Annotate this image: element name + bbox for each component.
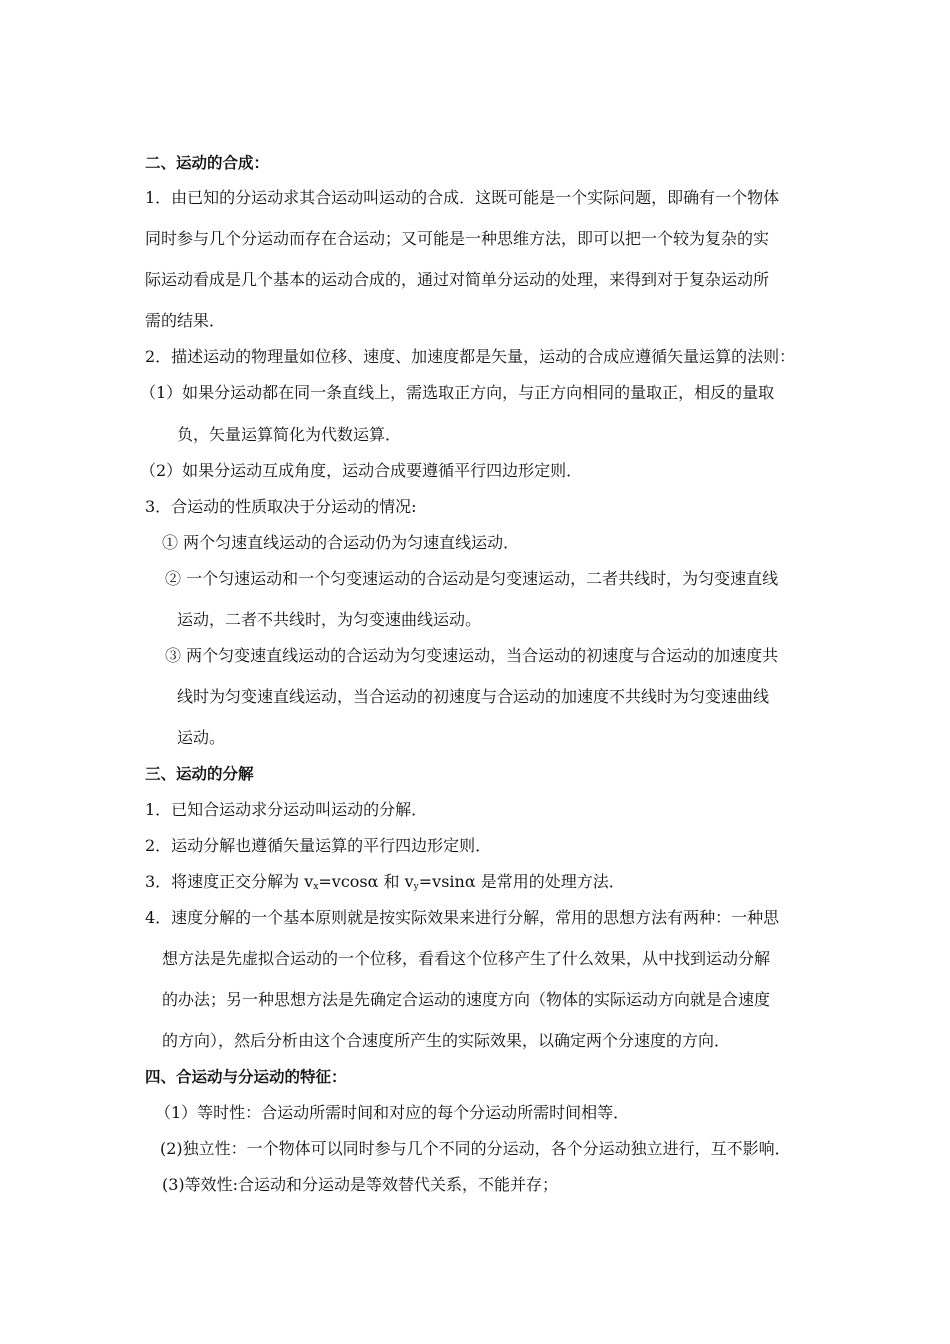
subscript-x: x xyxy=(313,882,319,892)
sec2-case-3-line-1: ③ 两个匀变速直线运动的合运动为匀变速运动，当合运动的初速度与合运动的加速度共 xyxy=(165,646,779,665)
sec3-p4-line-2: 想方法是先虚拟合运动的一个位移，看看这个位移产生了什么效果，从中找到运动分解 xyxy=(162,949,771,968)
subscript-y: y xyxy=(413,882,419,892)
sec2-p1-line-1: 1．由已知的分运动求其合运动叫运动的合成．这既可能是一个实际问题，即确有一个物体 xyxy=(145,188,780,207)
sec3-p2: 2．运动分解也遵循矢量运算的平行四边形定则． xyxy=(145,836,492,855)
sec3-p3-part-b: =vcosα 和 v xyxy=(318,872,414,891)
section-2-heading: 二、运动的合成： xyxy=(145,154,270,172)
sec2-case-2-line-2: 运动，二者不共线时，为匀变速曲线运动。 xyxy=(177,610,482,629)
sec2-case-3-line-2: 线时为匀变速直线运动，当合运动的初速度与合运动的加速度不共线时为匀变速曲线 xyxy=(177,687,770,706)
sec2-p1-line-4: 需的结果． xyxy=(145,311,226,330)
sec3-p4-line-4: 的方向），然后分析由这个合速度所产生的实际效果，以确定两个分速度的方向． xyxy=(162,1031,731,1050)
sec3-p4-line-1: 4．速度分解的一个基本原则就是按实际效果来进行分解，常用的思想方法有两种：一种思 xyxy=(145,908,780,927)
sec3-p3-part-c: =vsinα 是常用的处理方法． xyxy=(418,872,625,891)
sec3-p3-part-a: 3．将速度正交分解为 v xyxy=(145,872,314,891)
sec2-p3: 3．合运动的性质取决于分运动的情况: xyxy=(145,497,417,516)
sec4-feature-2: (2)独立性：一个物体可以同时参与几个不同的分运动，各个分运动独立进行，互不影响． xyxy=(160,1139,791,1158)
sec2-case-3-line-3: 运动。 xyxy=(177,728,226,747)
sec4-feature-1: （1）等时性：合运动所需时间和对应的每个分运动所需时间相等． xyxy=(155,1103,630,1122)
sec2-p1-line-3: 际运动看成是几个基本的运动合成的，通过对简单分运动的处理，来得到对于复杂运动所 xyxy=(145,270,770,289)
section-4-heading: 四、合运动与分运动的特征： xyxy=(145,1068,347,1086)
section-3-heading: 三、运动的分解 xyxy=(145,765,254,783)
sec2-s2: （2）如果分运动互成角度，运动合成要遵循平行四边形定则． xyxy=(140,461,583,480)
sec3-p1: 1．已知合运动求分运动叫运动的分解． xyxy=(145,800,428,819)
sec2-p2: 2．描述运动的物理量如位移、速度、加速度都是矢量，运动的合成应遵循矢量运算的法则： xyxy=(145,347,796,366)
sec2-case-2-line-1: ② 一个匀速运动和一个匀变速运动的合运动是匀变速运动，二者共线时，为匀变速直线 xyxy=(165,569,779,588)
sec3-p3 xyxy=(145,872,625,897)
sec2-case-1: ① 两个匀速直线运动的合运动仍为匀速直线运动． xyxy=(162,533,520,552)
sec2-s1-line-1: （1）如果分运动都在同一条直线上，需选取正方向，与正方向相同的量取正，相反的量取 xyxy=(140,383,775,402)
sec4-feature-3: (3)等效性:合运动和分运动是等效替代关系，不能并存； xyxy=(162,1175,559,1194)
sec3-p4-line-3: 的办法；另一种思想方法是先确定合运动的速度方向（物体的实际运动方向就是合速度 xyxy=(162,990,771,1009)
sec2-s1-line-2: 负，矢量运算简化为代数运算． xyxy=(177,425,402,444)
sec2-p1-line-2: 同时参与几个分运动而存在合运动；又可能是一种思维方法，即可以把一个较为复杂的实 xyxy=(145,229,770,248)
